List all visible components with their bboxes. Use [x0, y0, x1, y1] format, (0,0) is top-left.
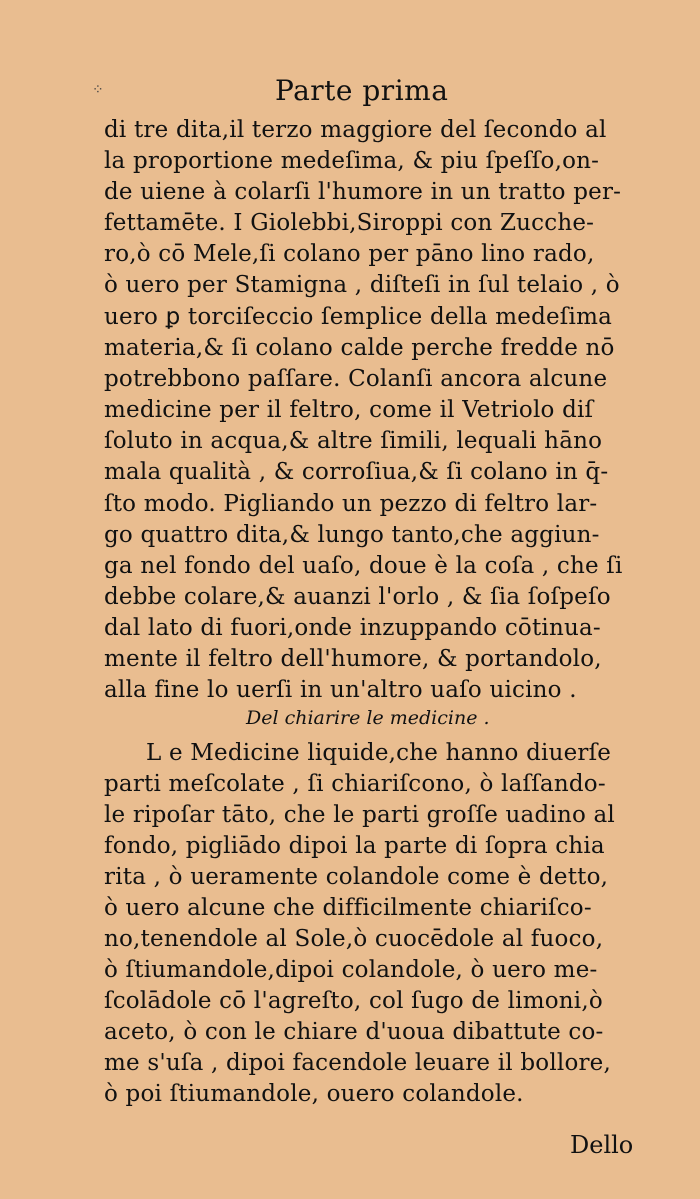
- text-line: fondo, pigliādo dipoi la parte di ſopra chia: [104, 833, 605, 859]
- text-line: L e Medicine liquide,che hanno diuerſe: [146, 740, 612, 766]
- text-line: alla fine lo uerſi in un'altro uaſo uicino .: [104, 677, 577, 703]
- text-line: debbe colare,& auanzi l'orlo , & ſia ſoſpeſo: [104, 584, 611, 610]
- text-line: ſto modo. Pigliando un pezzo di feltro lar-: [104, 491, 598, 517]
- text-line: no,tenendole al Sole,ò cuocēdole al fuoco,: [104, 926, 604, 952]
- text-line: potrebbono paſſare. Colanſi ancora alcune: [104, 366, 608, 392]
- text-line: aceto, ò con le chiare d'uoua dibattute co-: [104, 1019, 604, 1045]
- text-line: la proportione medeſima, & piu ſpeſſo,on-: [104, 148, 600, 174]
- text-line: ò ſtiumandole,dipoi colandole, ò uero me-: [104, 957, 598, 983]
- ornament-mark: ⁘: [92, 82, 104, 98]
- text-line: fettamēte. I Giolebbi,Siroppi con Zucche-: [104, 210, 595, 236]
- catchword: Dello: [570, 1131, 634, 1159]
- text-line: go quattro dita,& lungo tanto,che aggiun-: [104, 522, 600, 548]
- text-line: mente il feltro dell'humore, & portandolo,: [104, 646, 602, 672]
- text-line: ò uero per Stamigna , diſteſi in ſul telaio , ò: [104, 272, 620, 298]
- text-line: dal lato di fuori,onde inzuppando cōtinua-: [104, 615, 601, 641]
- text-line: me s'uſa , dipoi facendole leuare il bollore,: [104, 1050, 612, 1076]
- text-line: ò uero alcune che difficilmente chiariſco-: [104, 895, 592, 921]
- text-line: materia,& ſi colano calde perche fredde nō: [104, 335, 615, 361]
- text-line: ga nel fondo del uaſo, doue è la coſa , che ſi: [104, 553, 623, 579]
- text-line: ro,ò cō Mele,ſi colano per pāno lino rado,: [104, 241, 595, 267]
- text-line: de uiene à colarſi l'humore in un tratto per-: [104, 179, 622, 205]
- text-line: le ripoſar tāto, che le parti groſſe uadino al: [104, 802, 615, 828]
- text-line: ſcolādole cō l'agreſto, col ſugo de limoni,ò: [104, 988, 603, 1014]
- text-line: di tre dita,il terzo maggiore del ſecondo al: [104, 117, 607, 143]
- running-head: Parte prima: [275, 74, 449, 107]
- text-line: rita , ò ueramente colandole come è detto,: [104, 864, 609, 890]
- text-line: mala qualità , & corroſiua,& ſi colano in q̄-: [104, 459, 609, 485]
- text-line: ſoluto in acqua,& altre ſimili, lequali hāno: [104, 428, 603, 454]
- text-line: medicine per il feltro, come il Vetriolo diſ: [104, 397, 594, 423]
- section-heading: Del chiarire le medicine .: [246, 707, 490, 729]
- text-line: uero ꝑ torciſeccio ſemplice della medeſima: [104, 304, 612, 330]
- text-line: parti meſcolate , ſi chiariſcono, ò laſſando-: [104, 771, 606, 797]
- text-line: ò poi ſtiumandole, ouero colandole.: [104, 1081, 524, 1107]
